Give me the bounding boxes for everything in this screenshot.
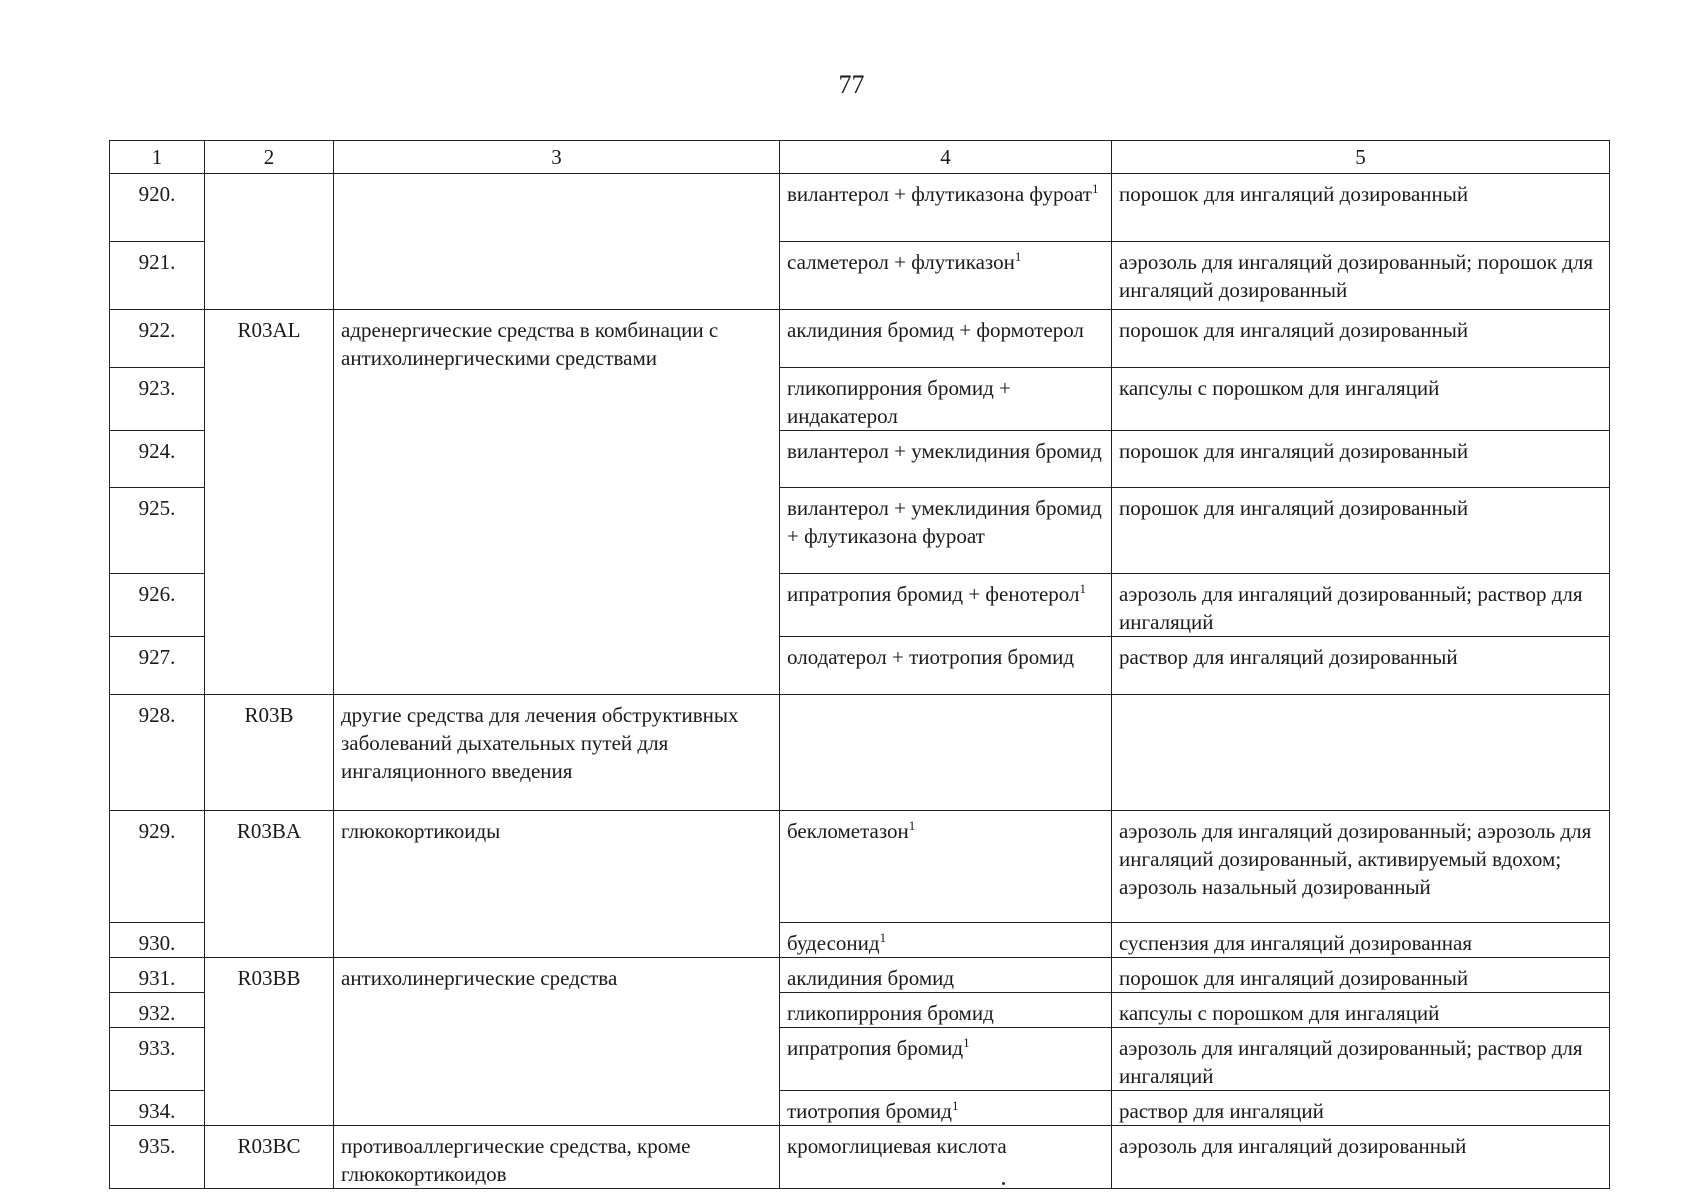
drug-cell [780,958,1112,993]
group-cell: антихолинергические средства [334,958,780,1126]
form-cell: капсулы с порошком для ингаляций [1112,368,1610,431]
form-cell: суспензия для ингаляций дозированная [1112,923,1610,958]
drug-name: ипратропия бромид [787,1036,964,1060]
drug-cell [780,488,1112,574]
drug-name: олодатерол + тиотропия бромид [787,645,1075,669]
drug-cell [780,923,1112,958]
header-cell: 2 [205,141,334,174]
form-cell: порошок для ингаляций дозированный [1112,488,1610,574]
form-cell [1112,695,1610,811]
drug-cell [780,1091,1112,1126]
scan-dot [1002,1182,1005,1185]
drug-cell [780,1126,1112,1189]
header-cell: 5 [1112,141,1610,174]
header-cell: 1 [110,141,205,174]
form-cell: капсулы с порошком для ингаляций [1112,993,1610,1028]
footnote-mark: 1 [963,1035,970,1050]
form-cell: порошок для ингаляций дозированный [1112,431,1610,488]
drug-cell [780,431,1112,488]
drug-name: гликопиррония бромид [787,1001,994,1025]
drug-name: салметерол + флутиказон [787,250,1015,274]
row-number: 920. [110,174,205,242]
drug-cell [780,1028,1112,1091]
drug-cell [780,574,1112,637]
code-cell: R03B [205,695,334,811]
row-number: 934. [110,1091,205,1126]
drug-cell [780,695,1112,811]
header-cell: 3 [334,141,780,174]
footnote-mark: 1 [1091,181,1099,196]
row-number: 932. [110,993,205,1028]
footnote-mark: 1 [879,930,887,945]
code-cell: R03BC [205,1126,334,1189]
form-cell: раствор для ингаляций [1112,1091,1610,1126]
row-number: 930. [110,923,205,958]
drug-name: будесонид [787,931,880,955]
drug-cell [780,811,1112,923]
drug-name: вилантерол + умеклидиния бромид [787,439,1102,463]
row-number: 921. [110,242,205,310]
table-row [110,695,1610,811]
header-row [110,141,1610,174]
form-cell: порошок для ингаляций дозированный [1112,174,1610,242]
drug-name: кромоглициевая кислота [787,1134,1007,1158]
table-row [110,1126,1610,1189]
row-number: 931. [110,958,205,993]
drug-name: ипратропия бромид + фенотерол [787,582,1080,606]
drug-cell [780,368,1112,431]
table-row [110,958,1610,993]
drug-name: тиотропия бромид [787,1099,952,1123]
group-cell: адренергические средства в комбинации с антихолинергическими средствами [334,310,780,695]
row-number: 926. [110,574,205,637]
row-number: 923. [110,368,205,431]
header-cell: 4 [780,141,1112,174]
form-cell: аэрозоль для ингаляций дозированный; аэрозоль для ингаляций дозированный, активируемый вдохом; аэрозоль назальный дозированный [1112,811,1610,923]
group-cell: противоаллергические средства, кроме глюкокортикоидов [334,1126,780,1189]
row-number: 933. [110,1028,205,1091]
row-number: 925. [110,488,205,574]
drug-cell [780,993,1112,1028]
group-cell: глюкокортикоиды [334,811,780,958]
footnote-mark: 1 [1079,581,1087,596]
footnote-mark: 1 [951,1098,959,1113]
form-cell: порошок для ингаляций дозированный [1112,310,1610,368]
code-cell: R03BA [205,811,334,958]
group-cell: другие средства для лечения обструктивных заболеваний дыхательных путей для ингаляционного введения [334,695,780,811]
drug-cell [780,242,1112,310]
code-cell [205,174,334,310]
row-number: 927. [110,637,205,695]
form-cell: аэрозоль для ингаляций дозированный; раствор для ингаляций [1112,574,1610,637]
page-number: 77 [838,70,865,99]
table-row [110,811,1610,923]
form-cell: аэрозоль для ингаляций дозированный; порошок для ингаляций дозированный [1112,242,1610,310]
group-cell [334,174,780,310]
form-cell: порошок для ингаляций дозированный [1112,958,1610,993]
row-number: 924. [110,431,205,488]
drug-table [109,140,1610,1189]
drug-name: вилантерол + умеклидиния бромид + флутиказона фуроат [787,496,1102,548]
drug-name: гликопиррония бромид + индакатерол [787,376,1011,428]
drug-name: вилантерол + флутиказона фуроат [787,182,1092,206]
drug-name: аклидиния бромид + формотерол [787,318,1084,342]
drug-name: аклидиния бромид [787,966,955,990]
code-cell: R03BB [205,958,334,1126]
row-number: 922. [110,310,205,368]
table-row [110,310,1610,368]
footnote-mark: 1 [908,818,916,833]
row-number: 928. [110,695,205,811]
drug-cell [780,637,1112,695]
form-cell: аэрозоль для ингаляций дозированный [1112,1126,1610,1189]
drug-cell [780,174,1112,242]
row-number: 929. [110,811,205,923]
form-cell: аэрозоль для ингаляций дозированный; раствор для ингаляций [1112,1028,1610,1091]
row-number: 935. [110,1126,205,1189]
footnote-mark: 1 [1014,249,1022,264]
code-cell: R03AL [205,310,334,695]
table-row [110,174,1610,242]
drug-cell [780,310,1112,368]
form-cell: раствор для ингаляций дозированный [1112,637,1610,695]
drug-name: беклометазон [787,819,909,843]
